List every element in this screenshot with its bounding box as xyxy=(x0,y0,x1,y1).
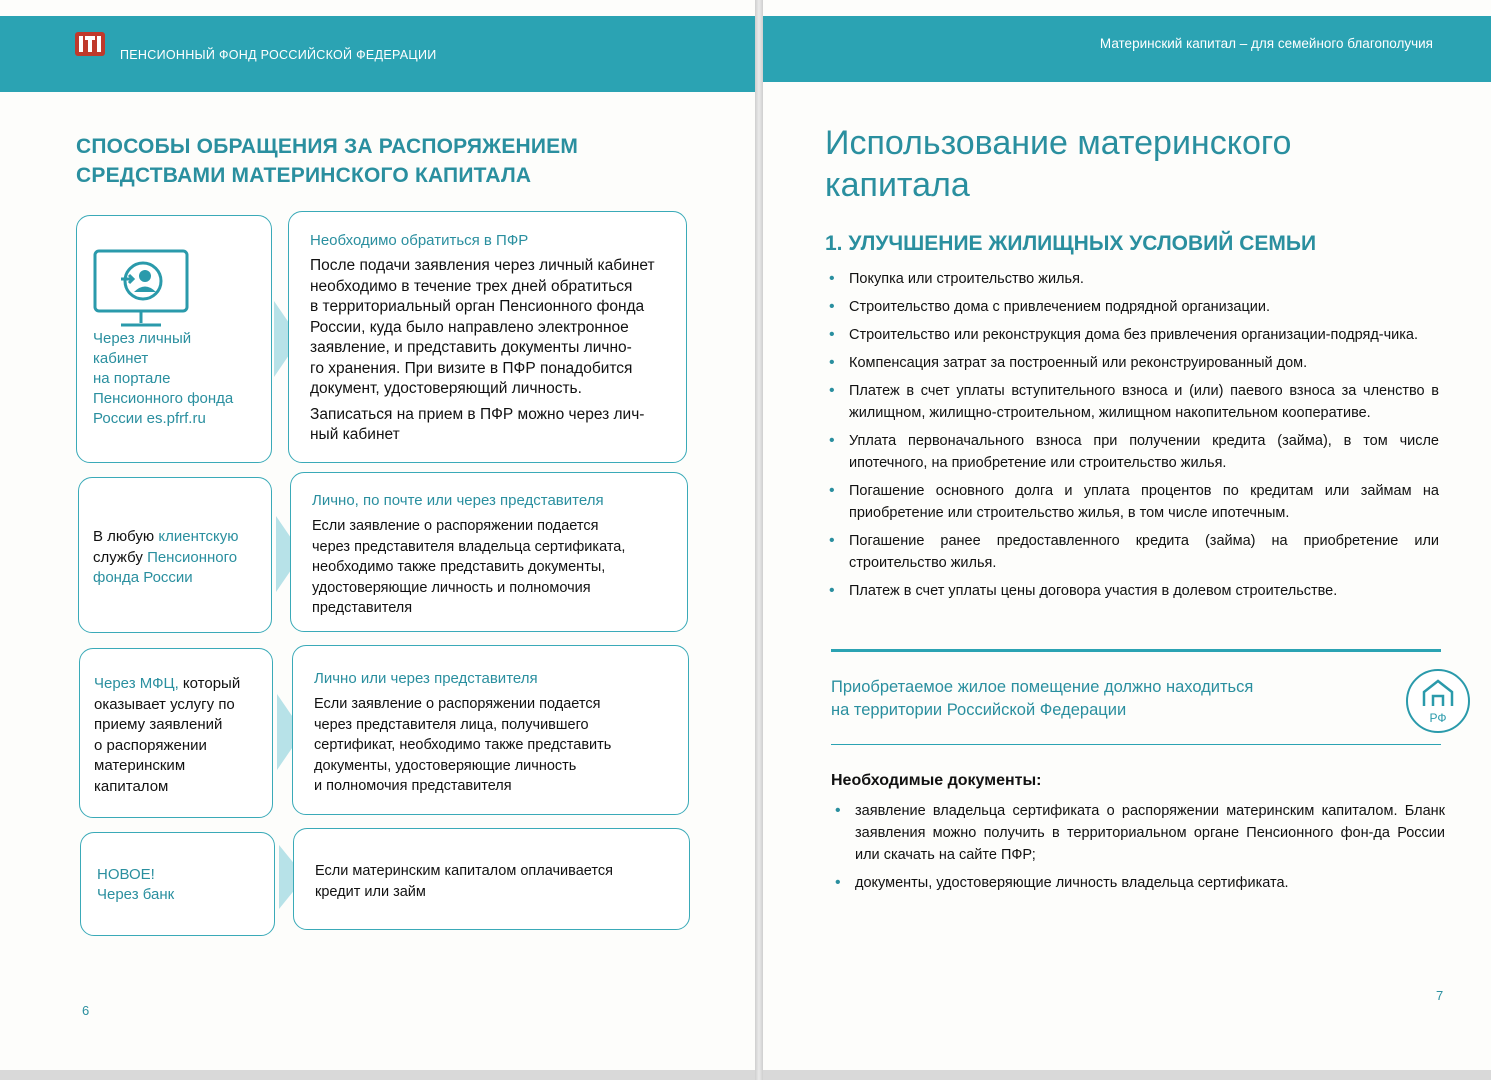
method-label-line: фонда России xyxy=(93,569,193,586)
method-right-box xyxy=(290,472,688,632)
divider xyxy=(831,649,1441,652)
method-left-box xyxy=(80,832,275,936)
method-text-line: необходимо в течение трех дней обратиться xyxy=(310,277,633,295)
list-item: • Погашение ранее предоставленного кредита (займа) на приобретение или строительство жилья. xyxy=(827,530,1439,574)
method-label-highlight: Через МФЦ, xyxy=(94,675,179,692)
page-number: 7 xyxy=(1436,988,1444,1003)
page-number: 6 xyxy=(82,1003,90,1018)
method-text-line: ный кабинет xyxy=(310,426,400,443)
list-item: • Платеж в счет уплаты вступительного взноса и (или) паевого взноса за членство в жилищном, жилищно-строительном, жилищном накопительном кооперативе. xyxy=(827,380,1439,424)
list-item: • Строительство дома с привлечением подрядной организации. xyxy=(827,296,1439,318)
method-text-line: сертификат, необходимо также представить xyxy=(314,737,612,753)
divider xyxy=(831,744,1441,745)
method-text-line: Записаться на прием в ПФР можно через лич- xyxy=(310,405,645,423)
list-item: • Строительство или реконструкция дома без привлечения организации-подряд-чика. xyxy=(827,324,1439,346)
method-label-line: Через банк xyxy=(97,886,175,903)
method-title: Лично или через представителя xyxy=(314,670,538,687)
method-text-line: представителя xyxy=(312,600,413,616)
method-left-box xyxy=(76,215,272,463)
note-line: на территории Российской Федерации xyxy=(831,701,1127,719)
header-tagline: Материнский капитал – для семейного благополучия xyxy=(1099,36,1433,51)
list-item: • Уплата первоначального взноса при получении кредита (займа), в том числе ипотечного, на приобретение или строительство жилья. xyxy=(827,430,1439,474)
method-label-line: капиталом xyxy=(94,777,169,795)
method-label-highlight: клиентскую xyxy=(158,528,239,545)
method-right-box xyxy=(288,211,687,463)
method-text-line: через представителя лица, получившего xyxy=(314,716,589,733)
method-text-line: Если заявление о распоряжении подается xyxy=(312,518,599,534)
section-title xyxy=(76,132,578,190)
list-item: • документы, удостоверяющие личность владельца сертификата. xyxy=(833,872,1445,894)
page-title-line: Использование материнского xyxy=(825,124,1292,162)
method-text-line: го хранения. При визите в ПФР понадобится xyxy=(310,359,633,377)
method-text-line: необходимо также представить документы, xyxy=(312,559,606,575)
method-label-line: оказывает услугу по xyxy=(94,695,235,713)
method-title: Лично, по почте или через представителя xyxy=(312,492,604,509)
method-label-highlight: Пенсионного xyxy=(147,548,238,566)
house-rf-icon xyxy=(1405,668,1471,734)
method-label-line: Пенсионного фонда xyxy=(93,390,234,407)
method-label-line: Через личный xyxy=(93,330,192,347)
method-text-line: заявление, и представить документы лично- xyxy=(310,339,632,356)
method-label-text: В любую xyxy=(93,528,159,545)
method-label-text: службу xyxy=(93,548,148,566)
list-item: • Покупка или строительство жилья. xyxy=(827,268,1439,290)
method-text-line: документы, удостоверяющие личность xyxy=(314,757,577,774)
right-page xyxy=(763,0,1491,1070)
list-item: • заявление владельца сертификата о распоряжении материнским капиталом. Бланк заявления можно получить в территориальном органе Пенсионного фон-да России или скачать на сайте ПФР; xyxy=(833,800,1445,866)
rf-label: РФ xyxy=(1429,711,1447,725)
method-label-line: НОВОЕ! xyxy=(97,866,155,883)
usage-list xyxy=(827,268,1439,608)
method-right-box xyxy=(293,828,690,930)
note-line: Приобретаемое жилое помещение должно находиться xyxy=(831,678,1254,696)
docs-title: Необходимые документы: xyxy=(831,772,1042,789)
method-label-line: России es.pfrf.ru xyxy=(93,410,206,427)
method-label-line: приему заявлений xyxy=(94,716,223,733)
method-text-line: кредит или займ xyxy=(315,883,426,900)
list-item: • Погашение основного долга и уплата процентов по кредитам или займам на приобретение или строительство жилья, в том числе ипотечным. xyxy=(827,480,1439,524)
book-gutter xyxy=(755,0,763,1080)
section-subtitle: 1. УЛУЧШЕНИЕ ЖИЛИЩНЫХ УСЛОВИЙ СЕМЬИ xyxy=(825,232,1317,255)
territory-note xyxy=(831,676,1253,722)
method-text-line: России, куда было направлено электронное xyxy=(310,318,629,336)
computer-login-icon xyxy=(91,249,191,329)
method-label-line: кабинет xyxy=(93,350,149,367)
method-text-line: Если заявление о распоряжении подается xyxy=(314,696,601,712)
list-item: • Платеж в счет уплаты цены договора участия в долевом строительстве. xyxy=(827,580,1439,602)
method-left-box xyxy=(78,477,272,633)
method-text-line: документ, удостоверяющий личность. xyxy=(310,380,582,397)
method-left-box xyxy=(79,648,273,818)
method-text-line: удостоверяющие личность и полномочия xyxy=(312,579,591,596)
pfr-logo-icon xyxy=(74,28,106,60)
org-name: ПЕНСИОННЫЙ ФОНД РОССИЙСКОЙ ФЕДЕРАЦИИ xyxy=(120,48,437,62)
section-title-line: СПОСОБЫ ОБРАЩЕНИЯ ЗА РАСПОРЯЖЕНИЕМ xyxy=(76,135,579,158)
docs-list xyxy=(833,800,1445,900)
method-text-line: в территориальный орган Пенсионного фонда xyxy=(310,298,645,315)
method-text-line: через представителя владельца сертификата, xyxy=(312,538,626,555)
method-text-line: и полномочия представителя xyxy=(314,778,512,794)
method-text-line: После подачи заявления через личный кабинет xyxy=(310,257,655,274)
method-text-line: Если материнским капиталом оплачивается xyxy=(315,863,613,879)
page-title-line: капитала xyxy=(825,166,970,204)
list-item: • Компенсация затрат за построенный или реконструированный дом. xyxy=(827,352,1439,374)
method-label-line: о распоряжении xyxy=(94,736,207,754)
method-label-line: материнским xyxy=(94,757,186,774)
method-label-text: который xyxy=(178,675,241,692)
method-right-box xyxy=(292,645,689,815)
page-title xyxy=(825,122,1291,206)
section-title-line: СРЕДСТВАМИ МАТЕРИНСКОГО КАПИТАЛА xyxy=(76,164,532,187)
method-label-line: на портале xyxy=(93,370,171,387)
method-title: Необходимо обратиться в ПФР xyxy=(310,232,529,249)
